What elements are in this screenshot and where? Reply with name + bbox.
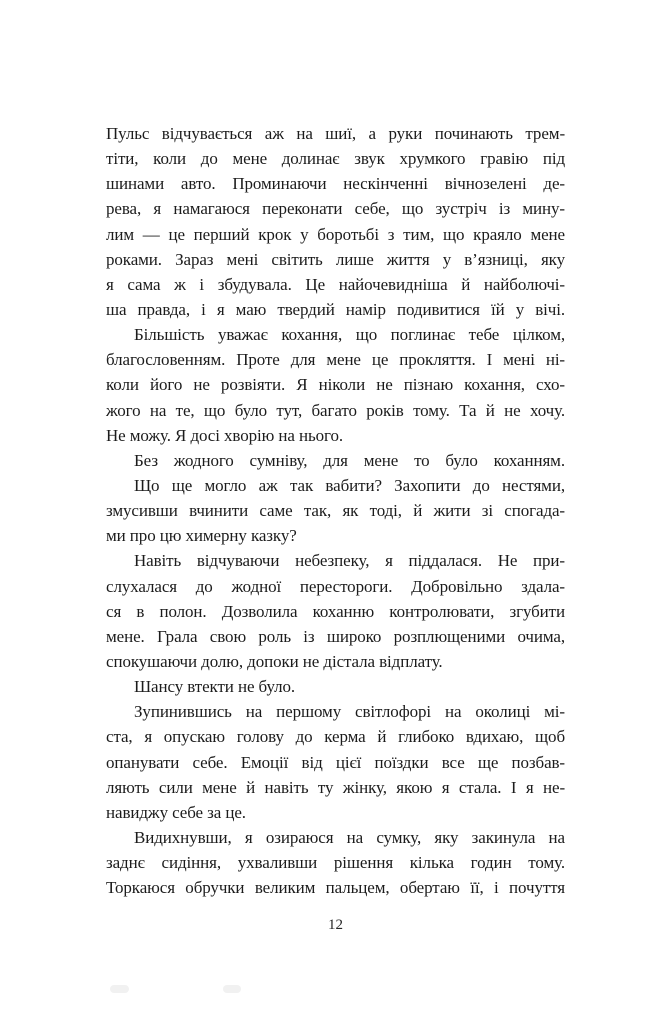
paragraph [106, 473, 565, 548]
text-line: я сама ж і збудувала. Це найочевидніша й найболючі- [106, 274, 565, 294]
paragraph [106, 121, 565, 322]
text-line: Видихнувши, я озираюся на сумку, яку закинула на [134, 827, 565, 847]
text-line: заднє сидіння, ухваливши рішення кілька годин тому. [106, 853, 565, 873]
text-line: Більшість уважає кохання, що поглинає тебе цілком, [134, 325, 565, 345]
text-line: ся в полон. Дозволила коханню контролювати, згубити [106, 601, 565, 621]
paragraph [106, 825, 565, 900]
text-line: ша правда, і я маю твердий намір подивитися їй у вічі. [106, 299, 565, 319]
text-line: спокушаючи долю, допоки не дістала відплату. [106, 651, 443, 671]
text-line: шинами авто. Проминаючи нескінченні вічнозелені де- [106, 174, 565, 194]
paragraph [106, 674, 565, 699]
text-line: тіти, коли до мене долинає звук хрумкого гравію під [106, 149, 565, 169]
text-line: Торкаюся обручки великим пальцем, обертаю її, і почуття [106, 878, 565, 898]
text-line: роками. Зараз мені світить лише життя у в’язниці, яку [106, 249, 565, 269]
text-line: Не можу. Я досі хворію на нього. [106, 425, 344, 445]
text-line: коли його не розвіяти. Я ніколи не пізнаю кохання, схо- [106, 375, 565, 395]
scan-artifact [110, 985, 129, 993]
text-line: Без жодного сумніву, для мене то було коханням. [134, 450, 565, 470]
paragraph [106, 548, 565, 674]
text-line: опанувати себе. Емоції від цієї поїздки все ще позбав- [106, 752, 565, 772]
text-line: Що ще могло аж так вабити? Захопити до нестями, [134, 475, 565, 495]
scan-artifact [223, 985, 241, 993]
text-line: лим — це перший крок у боротьбі з тим, що краяло мене [106, 224, 565, 244]
text-line: змусивши вчинити саме так, як тоді, й жити зі спогада- [106, 501, 565, 521]
page-text [106, 121, 565, 900]
text-line: рева, я намагаюся переконати себе, що зустріч із мину- [106, 199, 565, 219]
text-line: Шансу втекти не було. [134, 677, 296, 697]
text-line: слухалася до жодної перестороги. Добровільно здала- [106, 576, 565, 596]
paragraph [106, 448, 565, 473]
text-line: ми про цю химерну казку? [106, 526, 297, 546]
text-line: мене. Грала свою роль із широко розплющеними очима, [106, 626, 565, 646]
text-line: благословенням. Проте для мене це прокляття. І мені ні- [106, 350, 565, 370]
text-line: навиджу себе за це. [106, 802, 246, 822]
text-line: Навіть відчуваючи небезпеку, я піддалася. Не при- [134, 551, 565, 571]
paragraph [106, 699, 565, 825]
text-line: ляють сили мене й навіть ту жінку, якою я стала. І я не- [106, 777, 565, 797]
page-number: 12 [328, 917, 343, 933]
text-line: жого на те, що було тут, багато років тому. Та й не хочу. [106, 400, 565, 420]
paragraph [106, 322, 565, 448]
text-line: Зупинившись на першому світлофорі на околиці мі- [134, 702, 565, 722]
text-line: Пульс відчувається аж на шиї, а руки починають трем- [106, 124, 565, 143]
text-line: ста, я опускаю голову до керма й глибоко вдихаю, щоб [106, 727, 565, 747]
